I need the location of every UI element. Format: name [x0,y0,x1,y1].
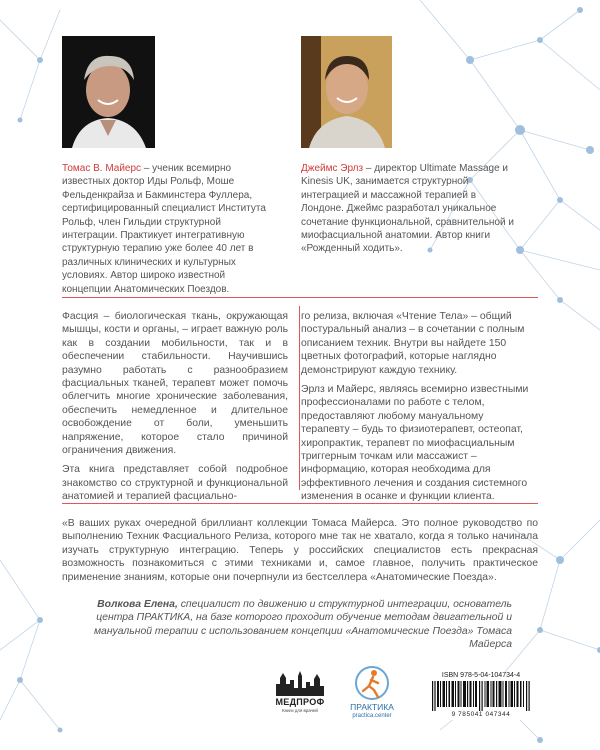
description-paragraph: Эрлз и Майерс, являясь всемирно известными профессионалами по работе с телом, предоставляют любому мануальному терапевту – будь то физиотерапевт, остеопат, хиропрактик, терапевт по миофасциальным триггерным точкам или массажист – информацию, которая необходима для эффективного лечения и создания системного изменения в осанке и функции клиента. [301,384,529,503]
publisher-name: МЕДПРОФ [275,697,325,707]
testimonial-author: Волкова Елена, [97,599,178,610]
author-photo-james [301,36,392,148]
description-right-column [301,310,529,510]
author-name-james: Джеймс Эрлз [301,163,364,174]
description-paragraph: Эта книга представляет собой подробное знакомство со структурной и функциональной анатомией и терапией фасциально- [62,464,288,503]
partner-domain: practica.center [352,713,392,719]
description-left-column [62,310,288,510]
description-paragraph: го релиза, включая «Чтение Тела» – общий постуральный анализ – в сочетании с полным описанием техник. Внутри вы найдете 150 цветных фотографий, которые наглядно демонстрируют каждую технику. [301,311,525,376]
city-skyline-icon [270,670,330,696]
author-bio-james [301,162,516,256]
author-name-thomas: Томас В. Майерс [62,163,142,174]
running-figure-icon [340,664,404,702]
author-bio-text-james: – директор Ultimate Massage и Kinesis UK, занимается структурной интеграцией и массажной терапией в Лондоне. Джеймс разработал уникальное сочетание функциональной, сравнительной и миофасциальной анатомии. Автор книги «Рожденный ходить». [301,163,514,255]
partner-name: ПРАКТИКА [350,702,394,712]
author-photo-thomas [62,36,155,148]
isbn-barcode [424,672,538,720]
author-bio-text-thomas: – ученик всемирно известных доктор Иды Рольф, Моше Фельденкрайза и Бакминстера Фуллера, сертифицированный специалист Института Рольф, член Гильдии структурной интеграции. Практикует интегративную структурную терапию уже более 40 лет в различных клинических и культурных условиях. Автор широко известной концепции Анатомических Поездов. [62,163,266,295]
barcode-bars [432,681,530,711]
divider-middle [62,503,538,504]
publisher-tagline: Книги для врачей [282,708,318,713]
column-divider [299,306,300,490]
testimonial-quote: «В ваших руках очередной бриллиант коллекции Томаса Майерса. Это полное руководство по выполнению Техник Фасциального Релиза, которого мне так не хватало, когда я только начинала изучать структурную интеграцию. Теперь у российских специалистов есть прекрасная возможность познакомиться с этими техниками и, самое главное, получить практическое применение знаниям, которые они почерпнули из бестселлера «Анатомические Поезда». [62,518,538,583]
author-bio-thomas [62,162,266,296]
isbn-label: ISBN 978-5-04-104734-4 [441,672,521,679]
description-paragraph: Фасция – биологическая ткань, окружающая мышцы, кости и органы, – играет важную роль как в создании мобильности, так и в обеспечении стабильности. Научившись разумно работать с разнообразием фасциальных тканей, терапевт может помочь облегчить многие хронические заболевания, обеспечить немедленное и длительное освобождение от боли, уменьшить напряжение, которое стало причиной ограничения движения. [62,311,288,457]
publisher-logo [270,670,330,716]
testimonial-credentials: специалист по движению и структурной интеграции, основатель центра ПРАКТИКА, на базе которого проходит обучение методам двигательной и мануальной терапии с использованием концепции «Анатомические Поезда» Томаса Майерса [93,599,512,651]
divider-top [62,297,538,298]
ean-digits: 9 785041 047344 [451,711,511,718]
partner-logo [340,664,404,722]
testimonial-attribution [92,598,512,652]
